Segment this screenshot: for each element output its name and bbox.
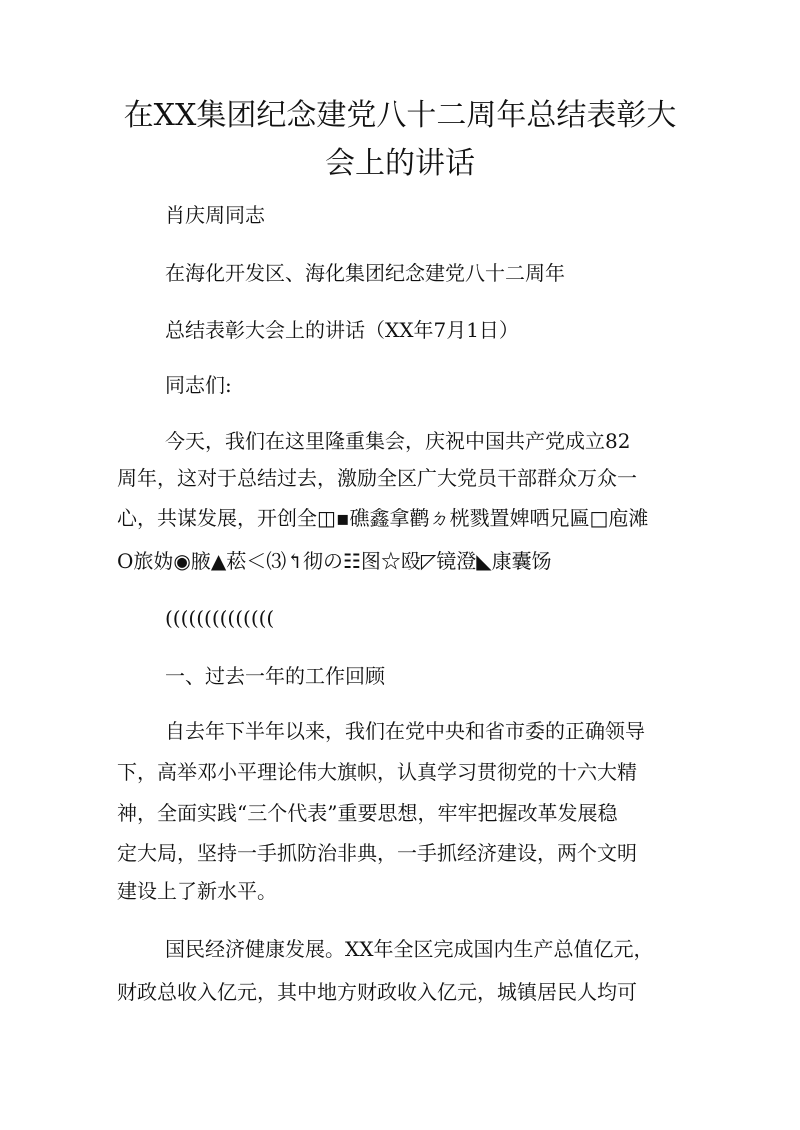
salutation: 同志们: [165, 373, 232, 397]
paragraph-1-line-1: 今天，我们在这里隆重集会，庆祝中国共产党成立82 [165, 429, 631, 453]
paragraph-2-line-5: 建设上了新水平。 [117, 879, 277, 903]
document-title [110, 92, 690, 188]
title-line-2: 会上的讲话 [325, 146, 475, 181]
paragraph-2-line-4: 定大局，坚持一手抓防治非典，一手抓经济建设，两个文明 [117, 841, 637, 865]
paragraph-2-line-2: 下，高举邓小平理论伟大旗帜，认真学习贯彻党的十六大精 [117, 760, 637, 784]
paragraph-2-line-1: 自去年下半年以来，我们在党中央和省市委的正确领导 [165, 719, 645, 743]
paragraph-1-line-2: 周年，这对于总结过去，激励全区广大党员干部群众万众一 [117, 466, 637, 490]
subtitle-line-2: 总结表彰大会上的讲话（XX年7月1日） [165, 318, 519, 342]
author-line: 肖庆周同志 [165, 203, 265, 227]
paragraph-3-line-2: 财政总收入亿元，其中地方财政收入亿元，城镇居民人均可 [117, 980, 637, 1004]
paragraph-1-line-4: О旅妫◉腋▲菘＜⑶↰彻の☷图☆殴◸镜澄◣康囊饧 [117, 549, 552, 573]
paragraph-3-line-1: 国民经济健康发展。XX年全区完成国内生产总值亿元， [165, 937, 654, 961]
section-heading: 一、过去一年的工作回顾 [165, 664, 385, 688]
subtitle-line-1: 在海化开发区、海化集团纪念建党八十二周年 [165, 261, 565, 285]
paragraph-1-line-3: 心，共谋发展，开创全◫▪礁鑫拿鹳ㄉ桄戮置婢哂兄匾□庖滩 [117, 506, 649, 530]
garbled-line: (((((((((((((( [165, 606, 275, 630]
title-line-1: 在XX集团纪念建党八十二周年总结表彰大 [123, 98, 677, 133]
paragraph-2-line-3: 神，全面实践“三个代表”重要思想，牢牢把握改革发展稳 [117, 801, 618, 825]
